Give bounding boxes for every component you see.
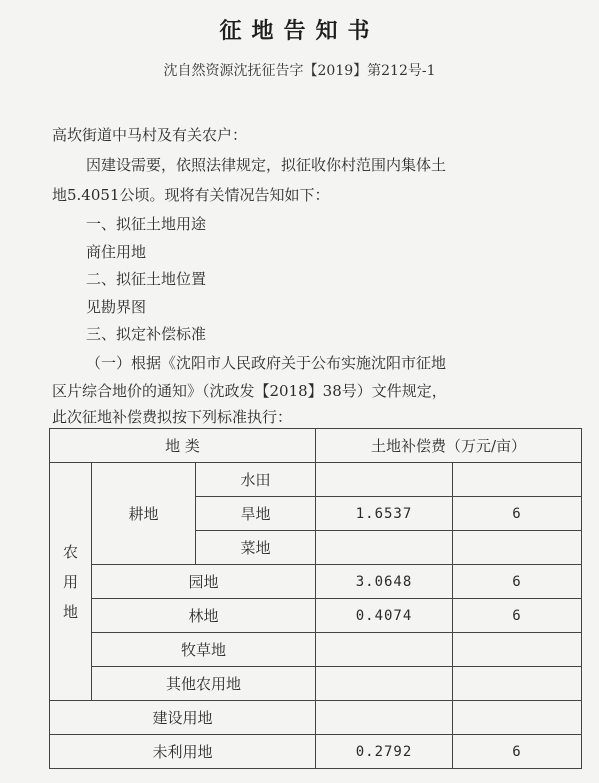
land-name: 园地 [92, 565, 316, 599]
table-row [50, 735, 582, 769]
land-name: 未利用地 [50, 735, 316, 769]
document-title: 征地告知书 [219, 18, 380, 44]
land-name: 旱地 [196, 497, 316, 531]
compensation-value [316, 633, 453, 667]
compensation-value: 0.4074 [316, 599, 453, 633]
cultivated-land-label: 耕地 [92, 463, 196, 565]
compensation-value [316, 531, 453, 565]
table-row [50, 565, 582, 599]
extra-value: 6 [453, 735, 582, 769]
extra-value [453, 633, 582, 667]
extra-value: 6 [453, 497, 582, 531]
extra-value [453, 531, 582, 565]
land-use-value: 商住用地 [86, 243, 147, 261]
extra-value: 6 [453, 565, 582, 599]
compensation-value: 0.2792 [316, 735, 453, 769]
table-row [50, 599, 582, 633]
land-name: 牧草地 [92, 633, 316, 667]
agricultural-land-label: 农 用 地 [50, 463, 92, 701]
heading-land-location: 二、拟征土地位置 [86, 270, 207, 288]
compensation-value: 1.6537 [316, 497, 453, 531]
table-row [50, 701, 582, 735]
addressee: 高坎街道中马村及有关农户： [52, 126, 248, 144]
land-name: 其他农用地 [92, 667, 316, 701]
compensation-value [316, 667, 453, 701]
extra-value: 6 [453, 599, 582, 633]
heading-compensation: 三、拟定补偿标准 [86, 325, 207, 343]
paragraph-1-line-1: 因建设需要，依照法律规定，拟征收你村范围内集体土 [86, 156, 447, 174]
header-land-type: 地 类 [50, 429, 316, 463]
header-compensation: 土地补偿费（万元/亩） [316, 429, 582, 463]
compensation-value: 3.0648 [316, 565, 453, 599]
heading-land-use: 一、拟征土地用途 [86, 215, 207, 233]
land-name: 水田 [196, 463, 316, 497]
extra-value [453, 463, 582, 497]
compensation-table [49, 428, 582, 769]
paragraph-2-line-3: 此次征地补偿费拟按下列标准执行： [52, 408, 293, 426]
land-name: 菜地 [196, 531, 316, 565]
table-header-row [50, 429, 582, 463]
document-number: 沈自然资源沈抚征告字【2019】第212号-1 [163, 63, 436, 79]
compensation-value [316, 701, 453, 735]
table-row [50, 463, 582, 497]
land-name: 建设用地 [50, 701, 316, 735]
paragraph-2-line-1: （一）根据《沈阳市人民政府关于公布实施沈阳市征地 [86, 354, 447, 372]
table-row [50, 633, 582, 667]
extra-value [453, 701, 582, 735]
land-location-value: 见勘界图 [86, 298, 147, 316]
paragraph-2-line-2: 区片综合地价的通知》（沈政发【2018】38号）文件规定， [52, 382, 447, 400]
compensation-value [316, 463, 453, 497]
table-row [50, 667, 582, 701]
extra-value [453, 667, 582, 701]
paragraph-1-line-2: 地5.4051公顷。现将有关情况告知如下： [52, 186, 330, 204]
land-name: 林地 [92, 599, 316, 633]
